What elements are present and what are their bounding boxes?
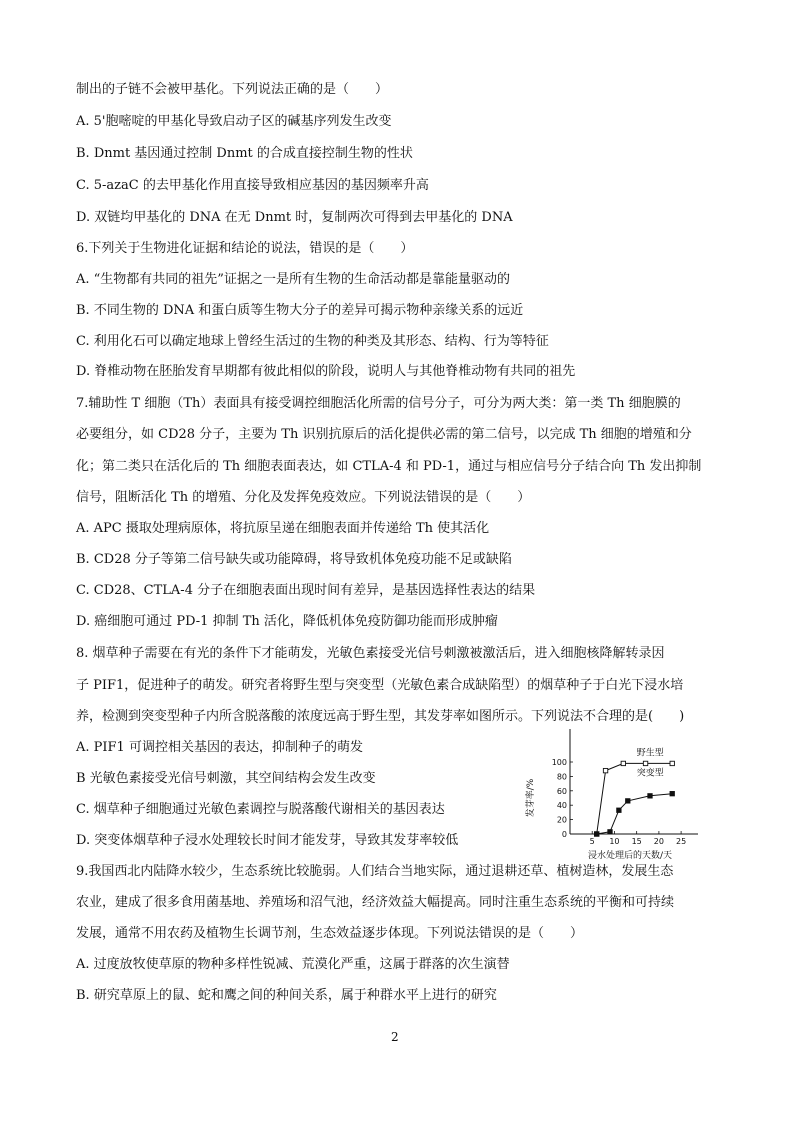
data-point [594,832,598,836]
y-tick-label: 40 [556,801,567,811]
option-c-q7: C. CD28、CTLA-4 分子在细胞表面出现时间有差异，是基因选择性表达的结果 [76,583,536,598]
data-point [670,761,674,765]
data-point [648,794,652,798]
option-c-q8: C. 烟草种子细胞通过光敏色素调控与脱落酸代谢相关的基因表达 [76,802,445,817]
option-b-q5: B. Dnmt 基因通过控制 Dnmt 的合成直接控制生物的性状 [76,146,413,161]
germination-rate-chart [525,727,710,862]
data-point [621,761,625,765]
question-8-stem: 子 PIF1，促进种子的萌发。研究者将野生型与突变型（光敏色素合成缺陷型）的烟草种子于白光下浸水培 [76,678,684,693]
x-tick-label: 10 [609,837,620,846]
data-point [608,830,612,834]
question-8-stem: 8. 烟草种子需要在有光的条件下才能萌发，光敏色素接受光信号刺激被激活后，进入细胞核降解转录因 [76,646,665,661]
y-tick-label: 80 [556,772,567,782]
y-tick-label: 20 [556,815,567,825]
option-a-q7: A. APC 摄取处理病原体，将抗原呈递在细胞表面并传递给 Th 使其活化 [76,521,490,536]
chart-svg [525,727,710,862]
question-9-stem: 发展，通常不用农药及植物生长调节剂，生态效益逐步体现。下列说法错误的是（ ） [76,926,584,941]
option-a-q5: A. 5'胞嘧啶的甲基化导致启动子区的碱基序列发生改变 [76,114,392,129]
question-7-stem: 7.辅助性 T 细胞（Th）表面具有接受调控细胞活化所需的信号分子，可分为两大类：第一类 Th 细胞膜的 [76,396,681,411]
y-tick-label: 0 [561,830,567,839]
option-a-q9: A. 过度放牧使草原的物种多样性锐减、荒漠化严重，这属于群落的次生演替 [76,957,510,972]
x-axis-title: 浸水处理后的天数/天 [587,851,673,861]
question-9-stem: 9.我国西北内陆降水较少，生态系统比较脆弱。人们结合当地实际，通过退耕还草、植树造林，发展生态 [76,864,674,879]
y-tick-label: 60 [556,786,567,796]
question-8-stem: 养，检测到突变型种子内所含脱落酸的浓度远高于野生型，其发芽率如图所示。下列说法不合理的是( ) [76,709,685,724]
option-d-q7: D. 癌细胞可通过 PD-1 抑制 Th 活化，降低机体免疫防御功能而形成肿瘤 [76,614,498,629]
y-axis-title: 发芽率/% [526,778,536,818]
option-b-q9: B. 研究草原上的鼠、蛇和鹰之间的种间关系，属于种群水平上进行的研究 [76,988,497,1003]
data-point [643,761,647,765]
y-tick-label: 100 [551,758,567,767]
question-7-stem: 必要组分，如 CD28 分子，主要为 Th 识别抗原后的活化提供必需的第二信号，以完成 Th 细胞的增殖和分 [76,427,692,442]
option-c-q6: C. 利用化石可以确定地球上曾经生活过的生物的种类及其形态、结构、行为等特征 [76,334,549,349]
question-6-stem: 6.下列关于生物进化证据和结论的说法，错误的是（ ） [76,241,414,256]
x-tick-label: 5 [589,837,595,846]
text-line: 制出的子链不会被甲基化。下列说法正确的是（ ） [76,82,389,97]
option-d-q8: D. 突变体烟草种子浸水处理较长时间才能发芽，导致其发芽率较低 [76,833,459,848]
option-d-q5: D. 双链均甲基化的 DNA 在无 Dnmt 时，复制两次可得到去甲基化的 DNA [76,210,513,225]
question-9-stem: 农业，建成了很多食用菌基地、养殖场和沼气池，经济效益大幅提高。同时注重生态系统的平衡和可持续 [76,895,675,910]
x-tick-label: 25 [676,837,687,846]
option-b-q8: B 光敏色素接受光信号刺激，其空间结构会发生改变 [76,771,376,786]
question-7-stem: 信号，阻断活化 Th 的增殖、分化及发挥免疫效应。下列说法错误的是（ ） [76,490,531,505]
page-number: 2 [391,1030,399,1044]
option-b-q7: B. CD28 分子等第二信号缺失或功能障碍，将导致机体免疫功能不足或缺陷 [76,552,512,567]
x-tick-label: 20 [653,837,664,846]
series-label: 野生型 [636,748,664,759]
option-a-q6: A. “生物都有共同的祖先”证据之一是所有生物的生命活动都是靠能量驱动的 [76,272,510,287]
data-point [626,799,630,803]
option-a-q8: A. PIF1 可调控相关基因的表达，抑制种子的萌发 [76,740,363,755]
data-point [670,791,674,795]
x-tick-label: 15 [631,837,642,846]
option-d-q6: D. 脊椎动物在胚胎发育早期都有彼此相似的阶段，说明人与其他脊椎动物有共同的祖先 [76,364,576,379]
question-7-stem: 化；第二类只在活化后的 Th 细胞表面表达，如 CTLA-4 和 PD-1，通过与相应信号分子结合向 Th 发出抑制 [76,459,702,474]
data-point [617,808,621,812]
option-c-q5: C. 5-azaC 的去甲基化作用直接导致相应基因的基因频率升高 [76,178,429,193]
option-b-q6: B. 不同生物的 DNA 和蛋白质等生物大分子的差异可揭示物种亲缘关系的远近 [76,303,524,318]
series-line [597,794,673,834]
series-label: 突变型 [636,768,664,779]
data-point [603,768,607,772]
